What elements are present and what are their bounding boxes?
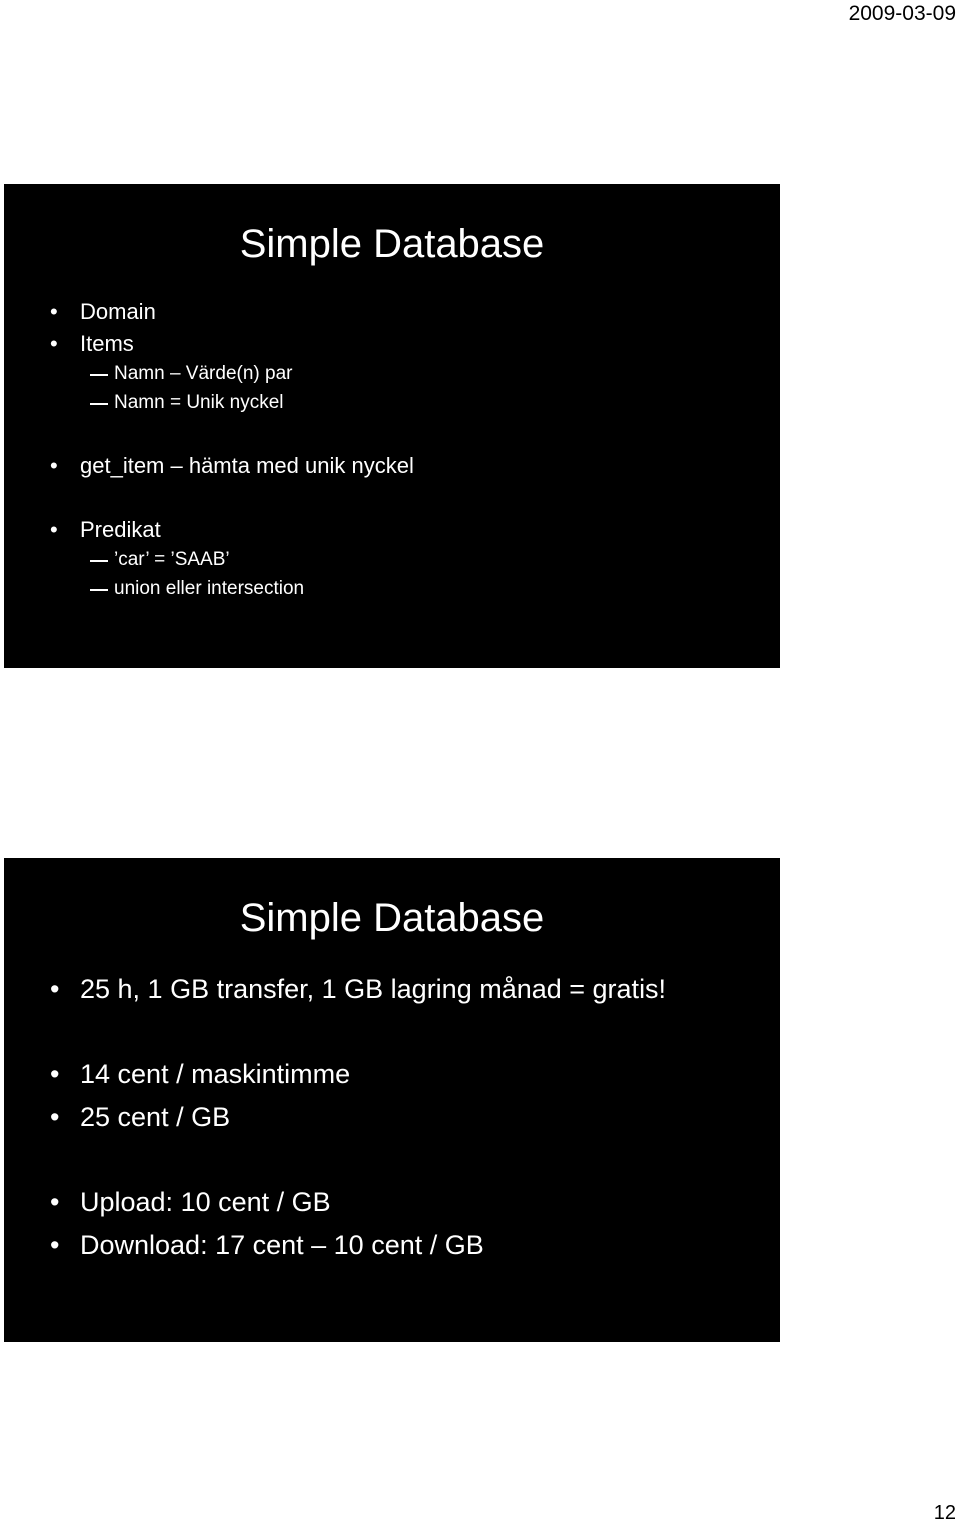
dash-icon — [90, 403, 108, 405]
page-number: 12 — [933, 1502, 956, 1524]
bullet-text: 14 cent / maskintimme — [80, 1059, 351, 1089]
bullet-text: Download: 17 cent – 10 cent / GB — [80, 1230, 484, 1260]
bullet-dot-icon: • — [50, 517, 58, 542]
bullet-text: Upload: 10 cent / GB — [80, 1187, 331, 1217]
bullet-dot-icon: • — [50, 974, 60, 1004]
bullet-text: Items — [80, 331, 134, 356]
dash-icon — [90, 374, 108, 376]
bullet-text: 25 cent / GB — [80, 1102, 231, 1132]
bullet-dot-icon: • — [50, 299, 58, 324]
bullet-dot-icon: • — [50, 1102, 60, 1132]
bullet-text: get_item – hämta med unik nyckel — [80, 453, 414, 478]
bullet-dot-icon: • — [50, 1230, 60, 1260]
bullet-text: Domain — [80, 299, 156, 324]
dash-icon — [90, 560, 108, 562]
slide-1 — [4, 184, 780, 668]
bullet-dot-icon: • — [50, 1059, 60, 1089]
bullet-dot-icon: • — [50, 453, 58, 478]
slide-title: Simple Database — [239, 222, 545, 266]
sub-bullet-text: Namn – Värde(n) par — [114, 363, 293, 384]
sub-bullet-text: ’car’ = ’SAAB’ — [114, 549, 230, 570]
bullet-dot-icon: • — [50, 1187, 60, 1217]
bullet-text: Predikat — [80, 517, 161, 542]
dash-icon — [90, 589, 108, 591]
page-date: 2009-03-09 — [848, 2, 956, 25]
sub-bullet-text: Namn = Unik nyckel — [114, 392, 284, 413]
slide-2 — [4, 858, 780, 1342]
sub-bullet-text: union eller intersection — [114, 578, 305, 599]
bullet-dot-icon: • — [50, 331, 58, 356]
slide-title: Simple Database — [239, 896, 545, 940]
bullet-text: 25 h, 1 GB transfer, 1 GB lagring månad = gratis! — [80, 974, 667, 1004]
